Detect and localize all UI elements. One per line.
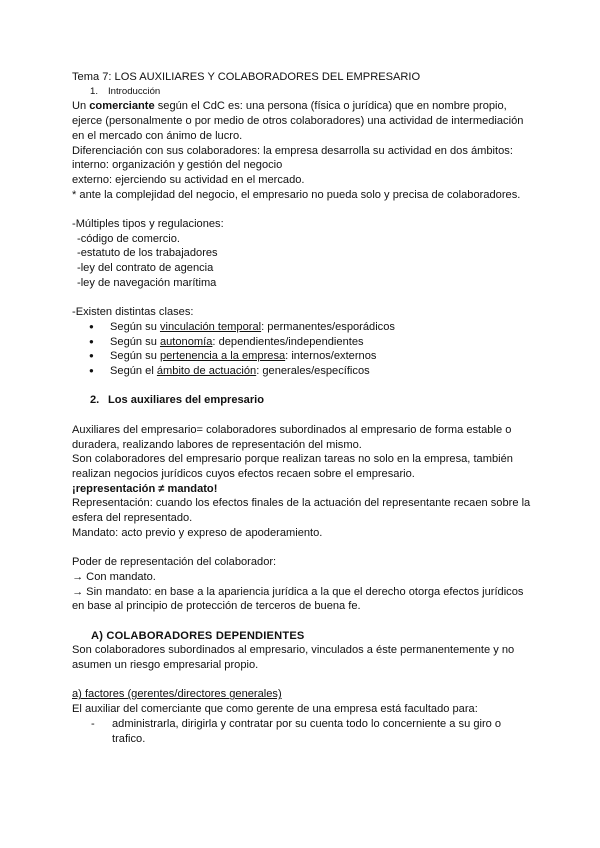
section-1-number: 1. xyxy=(90,85,99,97)
text-fragment: : permanentes/esporádicos xyxy=(261,320,395,333)
text-fragment: : internos/externos xyxy=(285,350,377,363)
dash-list-item xyxy=(72,717,532,746)
text-fragment: según el CdC es: una persona (física o jurídica) que en nombre propio, ejerce (personalmente o por medio de otros colaboradores) una actividad de intermediación en el mercado con ánimo de lucro. xyxy=(72,100,524,142)
clases-list xyxy=(72,320,532,379)
paragraph: interno: organización y gestión del negocio xyxy=(72,159,283,172)
clases-heading: -Existen distintas clases: xyxy=(72,306,194,319)
subsection-a-heading: A) COLABORADORES DEPENDIENTES xyxy=(91,629,305,642)
list-item-text: administrarla, dirigirla y contratar por su cuenta todo lo concerniente a su giro o trafico. xyxy=(112,717,502,745)
arrow-item: → Con mandato. xyxy=(72,570,156,583)
list-item: -estatuto de los trabajadores xyxy=(77,247,218,260)
list-item xyxy=(89,364,532,379)
list-item: -ley de navegación marítima xyxy=(77,276,217,289)
paragraph: * ante la complejidad del negocio, el empresario no pueda solo y precisa de colaboradores. xyxy=(72,188,521,201)
emphasis-note: ¡representación ≠ mandato! xyxy=(72,482,218,495)
section-1-heading xyxy=(72,85,532,100)
dash-marker: - xyxy=(91,717,95,730)
factores-heading: a) factores (gerentes/directores generales) xyxy=(72,688,282,701)
paragraph: Mandato: acto previo y expreso de apoderamiento. xyxy=(72,526,323,539)
comerciante-definition xyxy=(72,99,532,143)
underlined-term: ámbito de actuación xyxy=(156,365,257,378)
arrow-item: → Sin mandato: en base a la apariencia jurídica a la que el derecho otorga efectos jurídicos en base al principio de protección de terceros de buena fe. xyxy=(72,585,524,613)
document-title: Tema 7: LOS AUXILIARES Y COLABORADORES DEL EMPRESARIO xyxy=(72,71,421,83)
paragraph: Diferenciación con sus colaboradores: la empresa desarrolla su actividad en dos ámbitos: xyxy=(72,144,513,157)
paragraph: externo: ejerciendo su actividad en el mercado. xyxy=(72,173,305,186)
section-2-number: 2. xyxy=(90,394,100,407)
multiples-heading: -Múltiples tipos y regulaciones: xyxy=(72,218,224,231)
section-1-title: Introducción xyxy=(108,85,161,97)
text-fragment: : dependientes/independientes xyxy=(212,335,364,348)
poder-heading: Poder de representación del colaborador: xyxy=(72,556,277,569)
paragraph: Auxiliares del empresario= colaboradores subordinados al empresario de forma estable o duradera, realizando labores de representación del mismo. xyxy=(72,423,512,451)
text-fragment: Según su xyxy=(110,320,160,333)
list-item xyxy=(89,349,532,364)
section-2-title: Los auxiliares del empresario xyxy=(108,394,265,407)
comerciante-term: comerciante xyxy=(89,100,155,113)
text-fragment: : generales/específicos xyxy=(256,365,370,378)
underlined-term: pertenencia a la empresa xyxy=(159,350,286,363)
underlined-term: autonomía xyxy=(159,335,213,348)
underlined-term: vinculación temporal xyxy=(159,320,262,333)
list-item: -código de comercio. xyxy=(77,232,180,245)
paragraph: Representación: cuando los efectos finales de la actuación del representante recaen sobre la esfera del representado. xyxy=(72,497,531,525)
text-fragment: Según su xyxy=(110,350,160,363)
section-2-heading xyxy=(72,393,532,408)
text-fragment: Un xyxy=(72,100,90,113)
paragraph: Son colaboradores subordinados al empresario, vinculados a éste permanentemente y no asumen un riesgo empresarial propio. xyxy=(72,644,515,672)
text-fragment: Según el xyxy=(110,365,157,378)
paragraph: Son colaboradores del empresario porque realizan tareas no solo en la empresa, también realizan negocios jurídicos cuyos efectos recaen sobre el empresario. xyxy=(72,453,513,480)
text-fragment: Según su xyxy=(110,335,160,348)
list-item xyxy=(89,320,532,335)
list-item xyxy=(89,335,532,350)
document-page xyxy=(72,70,532,746)
paragraph: El auxiliar del comerciante que como gerente de una empresa está facultado para: xyxy=(72,703,478,716)
list-item: -ley del contrato de agencia xyxy=(77,262,214,275)
